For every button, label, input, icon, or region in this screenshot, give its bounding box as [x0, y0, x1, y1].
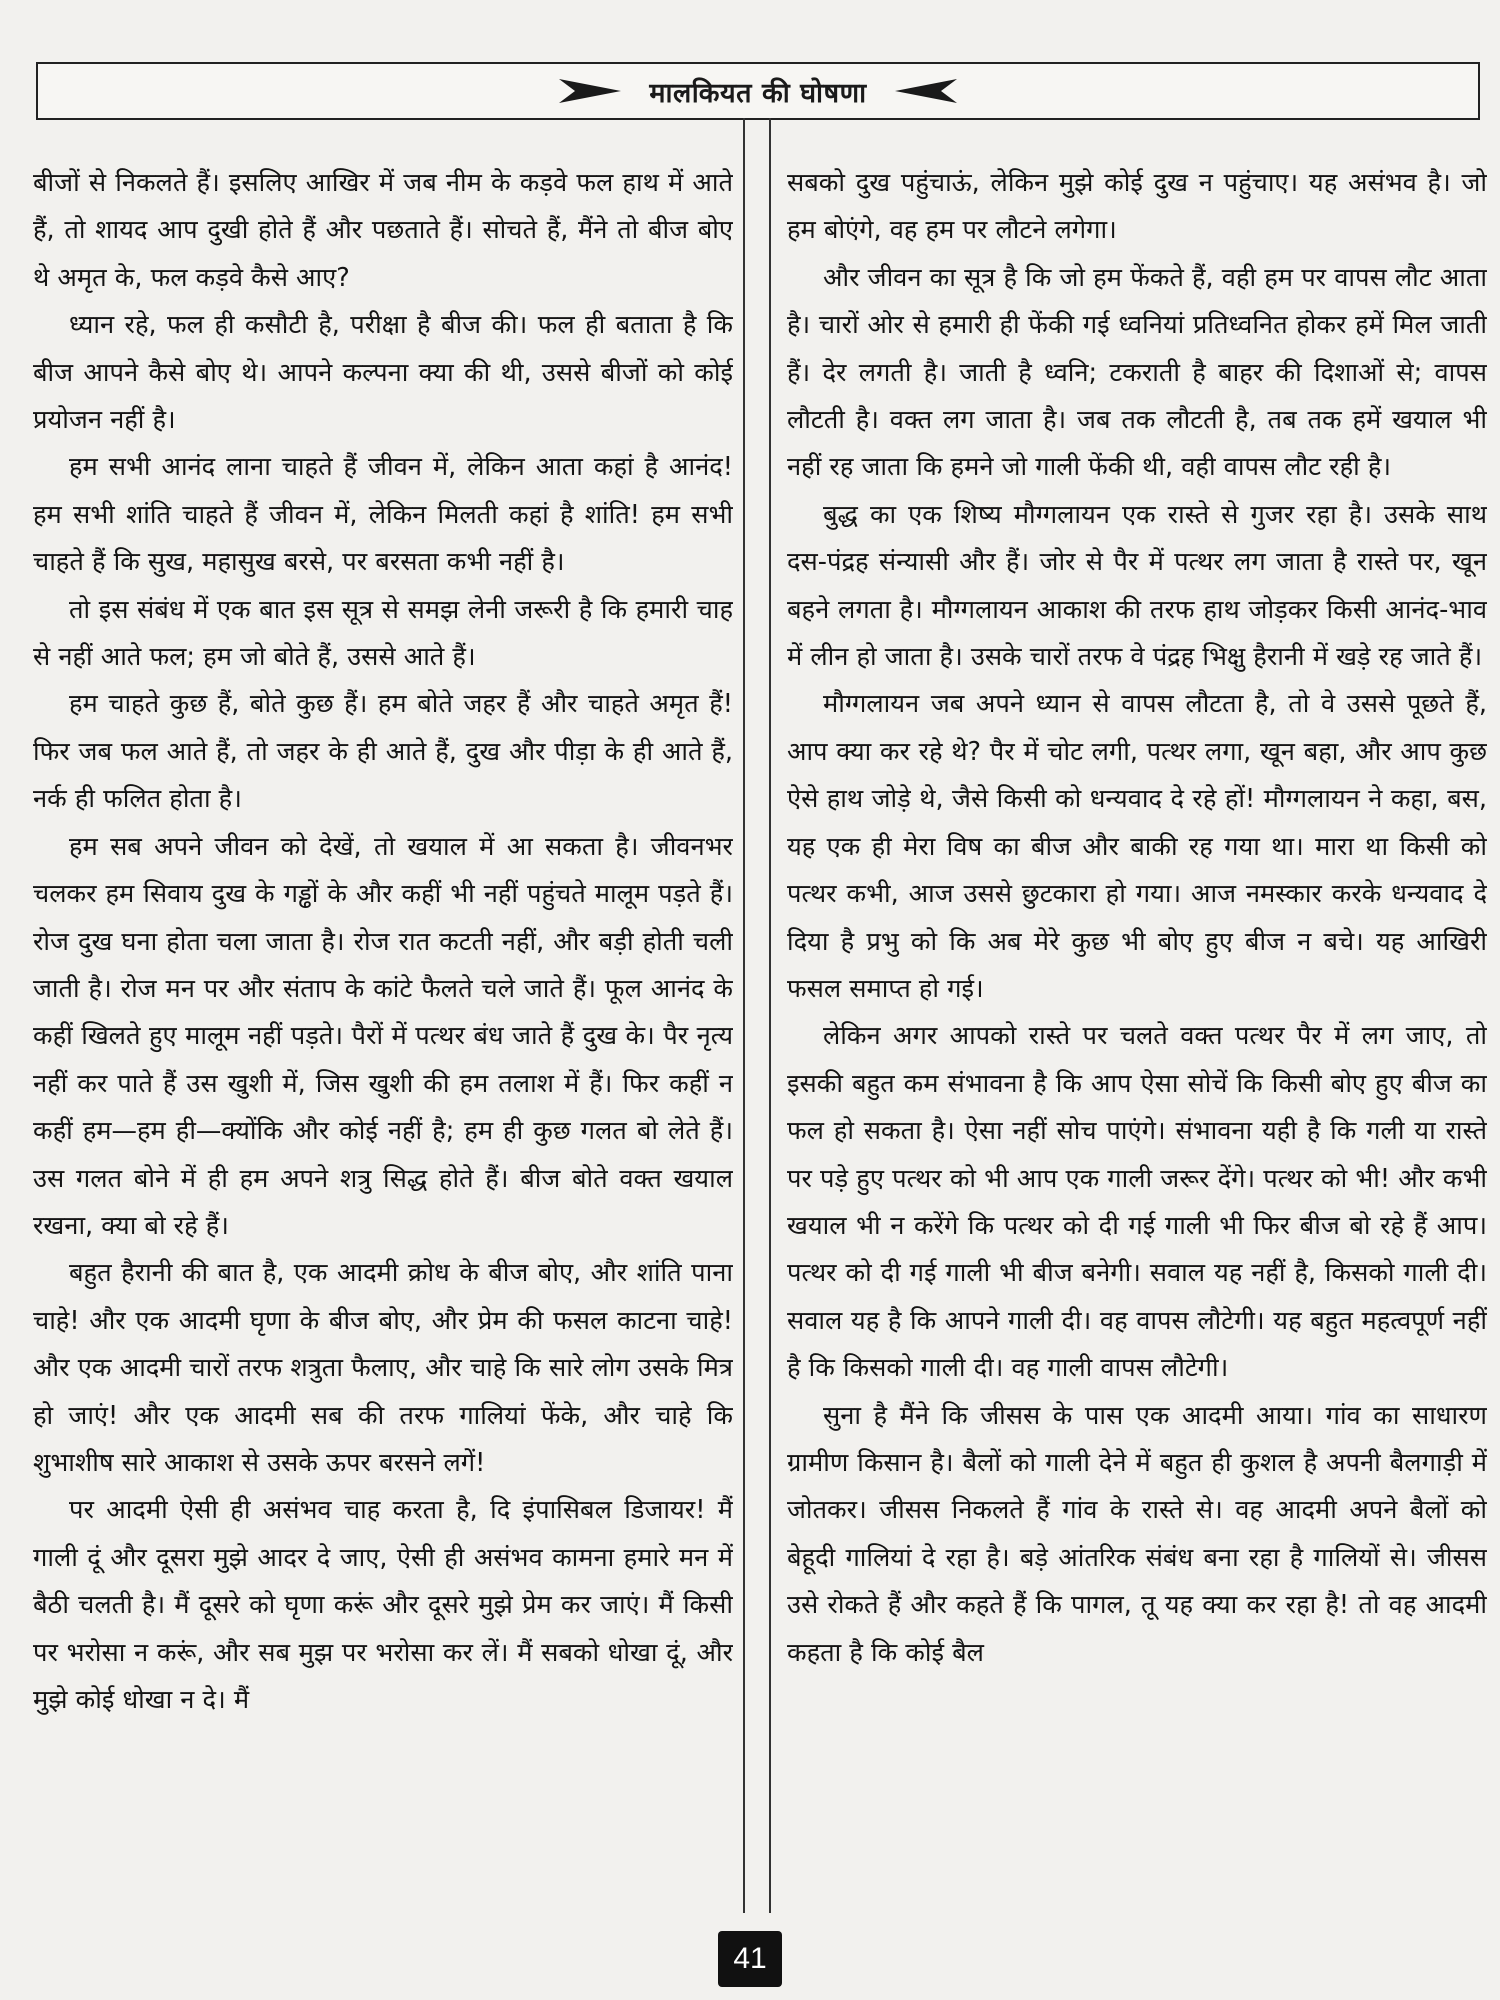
paragraph: सुना है मैंने कि जीसस के पास एक आदमी आया। गांव का साधारण ग्रामीण किसान है। बैलों को गाली देने में बहुत ही कुशल है अपनी बैलगाड़ी में जोतकर। जीसस निकलते हैं गांव के रास्ते से। वह आदमी अपने बैलों को बेहूदी गालियां दे रहा है। बड़े आंतरिक संबंध बना रहा है गालियों से। जीसस उसे रोकते हैं और कहते हैं कि पागल, तू यह क्या कर रहा है! तो वह आदमी कहता है कि कोई बैल — [787, 1400, 1487, 1668]
paragraph: बहुत हैरानी की बात है, एक आदमी क्रोध के बीज बोए, और शांति पाना चाहे! और एक आदमी घृणा के बीज बोए, और प्रेम की फसल काटना चाहे! और एक आदमी चारों तरफ शत्रुता फैलाए, और चाहे कि सारे लोग उसके मित्र हो जाएं! और एक आदमी सब की तरफ गालियां फेंके, और चाहे कि शुभाशीष सारे आकाश से उसके ऊपर बरसने लगें! — [33, 1258, 733, 1478]
paragraph: लेकिन अगर आपको रास्ते पर चलते वक्त पत्थर पैर में लग जाए, तो इसकी बहुत कम संभावना है कि आप ऐसा सोचें कि किसी बोए हुए बीज का फल हो सकता है। ऐसा नहीं सोच पाएंगे। संभावना यही है कि गली या रास्ते पर पड़े हुए पत्थर को भी आप एक गाली जरूर देंगे। पत्थर को भी! और कभी खयाल भी न करेंगे कि पत्थर को दी गई गाली भी फिर बीज बो रहे हैं आप। पत्थर को दी गई गाली भी बीज बनेगी। सवाल यह नहीं है, किसको गाली दी। सवाल यह है कि आपने गाली दी। वह वापस लौटेगी। यह बहुत महत्वपूर्ण नहीं है कि किसको गाली दी। वह गाली वापस लौटेगी। — [787, 1021, 1487, 1384]
paragraph: बुद्ध का एक शिष्य मौग्गलायन एक रास्ते से गुजर रहा है। उसके साथ दस-पंद्रह संन्यासी और हैं। जोर से पैर में पत्थर लग जाता है रास्ते पर, खून बहने लगता है। मौग्गलायन आकाश की तरफ हाथ जोड़कर किसी आनंद-भाव में लीन हो जाता है। उसके चारों तरफ वे पंद्रह भिक्षु हैरानी में खड़े रह जाते हैं। — [787, 499, 1487, 673]
paragraph: ध्यान रहे, फल ही कसौटी है, परीक्षा है बीज की। फल ही बताता है कि बीज आपने कैसे बोए थे। आपने कल्पना क्या की थी, उससे बीजों को कोई प्रयोजन नहीं है। — [33, 310, 733, 436]
paragraph: हम चाहते कुछ हैं, बोते कुछ हैं। हम बोते जहर हैं और चाहते अमृत हैं! फिर जब फल आते हैं, तो जहर के ही आते हैं, दुख और पीड़ा के ही आते हैं, नर्क ही फलित होता है। — [33, 689, 733, 815]
paragraph: मौग्गलायन जब अपने ध्यान से वापस लौटता है, तो वे उससे पूछते हैं, आप क्या कर रहे थे? पैर में चोट लगी, पत्थर लगा, खून बहा, और आप कुछ ऐसे हाथ जोड़े थे, जैसे किसी को धन्यवाद दे रहे हों! मौग्गलायन ने कहा, बस, यह एक ही मेरा विष का बीज और बाकी रह गया था। मारा था किसी को पत्थर कभी, आज उससे छुटकारा हो गया। आज नमस्कार करके धन्यवाद दे दिया है प्रभु को कि अब मेरे कुछ भी बोए हुए बीज न बचे। यह आखिरी फसल समाप्त हो गई। — [787, 689, 1487, 1004]
chapter-title: मालकियत की घोषणा — [649, 77, 867, 109]
paragraph: हम सब अपने जीवन को देखें, तो खयाल में आ सकता है। जीवनभर चलकर हम सिवाय दुख के गड्ढों के और कहीं भी नहीं पहुंचते मालूम पड़ते हैं। रोज दुख घना होता चला जाता है। रोज रात कटती नहीं, और बड़ी होती चली जाती है। रोज मन पर और संताप के कांटे फैलते चले जाते हैं। फूल आनंद के कहीं खिलते हुए मालूम नहीं पड़ते। पैरों में पत्थर बंध जाते हैं दुख के। पैर नृत्य नहीं कर पाते हैं उस खुशी में, जिस खुशी की हम तलाश में हैं। फिर कहीं न कहीं हम—हम ही—क्योंकि और कोई नहीं है; हम ही कुछ गलत बो लेते हैं। उस गलत बोने में ही हम अपने शत्रु सिद्ध होते हैं। बीज बोते वक्त खयाल रखना, क्या बो रहे हैं। — [33, 831, 733, 1241]
column-divider-right — [769, 118, 771, 1913]
running-header — [36, 62, 1480, 120]
paragraph: बीजों से निकलते हैं। इसलिए आखिर में जब नीम के कड़वे फल हाथ में आते हैं, तो शायद आप दुखी होते हैं और पछताते हैं। सोचते हैं, मैंने तो बीज बोए थे अमृत के, फल कड़वे कैसे आए? — [33, 168, 733, 293]
page-number: 41 — [718, 1931, 782, 1987]
paragraph: और जीवन का सूत्र है कि जो हम फेंकते हैं, वही हम पर वापस लौट आता है। चारों ओर से हमारी ही फेंकी गई ध्वनियां प्रतिध्वनित होकर हमें मिल जाती हैं। देर लगती है। जाती है ध्वनि; टकराती है बाहर की दिशाओं से; वापस लौटती है। वक्त लग जाता है। जब तक लौटती है, तब तक हमें खयाल भी नहीं रह जाता कि हमने जो गाली फेंकी थी, वही वापस लौट रही है। — [787, 262, 1487, 483]
arrow-left-icon — [893, 76, 959, 106]
paragraph: हम सभी आनंद लाना चाहते हैं जीवन में, लेकिन आता कहां है आनंद! हम सभी शांति चाहते हैं जीवन में, लेकिन मिलती कहां है शांति! हम सभी चाहते हैं कि सुख, महासुख बरसे, पर बरसता कभी नहीं है। — [33, 452, 733, 578]
left-column — [33, 160, 733, 1860]
paragraph: सबको दुख पहुंचाऊं, लेकिन मुझे कोई दुख न पहुंचाए। यह असंभव है। जो हम बोएंगे, वह हम पर लौटने लगेगा। — [787, 168, 1487, 246]
right-column — [787, 160, 1487, 1860]
paragraph: तो इस संबंध में एक बात इस सूत्र से समझ लेनी जरूरी है कि हमारी चाह से नहीं आते फल; हम जो बोते हैं, उससे आते हैं। — [33, 594, 733, 673]
arrow-right-icon — [557, 76, 623, 106]
column-divider-left — [743, 118, 745, 1913]
paragraph: पर आदमी ऐसी ही असंभव चाह करता है, दि इंपासिबल डिजायर! मैं गाली दूं और दूसरा मुझे आदर दे जाए, ऐसी ही असंभव कामना हमारे मन में बैठी चलती है। मैं दूसरे को घृणा करूं और दूसरे मुझे प्रेम कर जाएं। मैं किसी पर भरोसा न करूं, और सब मुझ पर भरोसा कर लें। मैं सबको धोखा दूं, और मुझे कोई धोखा न दे। मैं — [33, 1495, 733, 1715]
